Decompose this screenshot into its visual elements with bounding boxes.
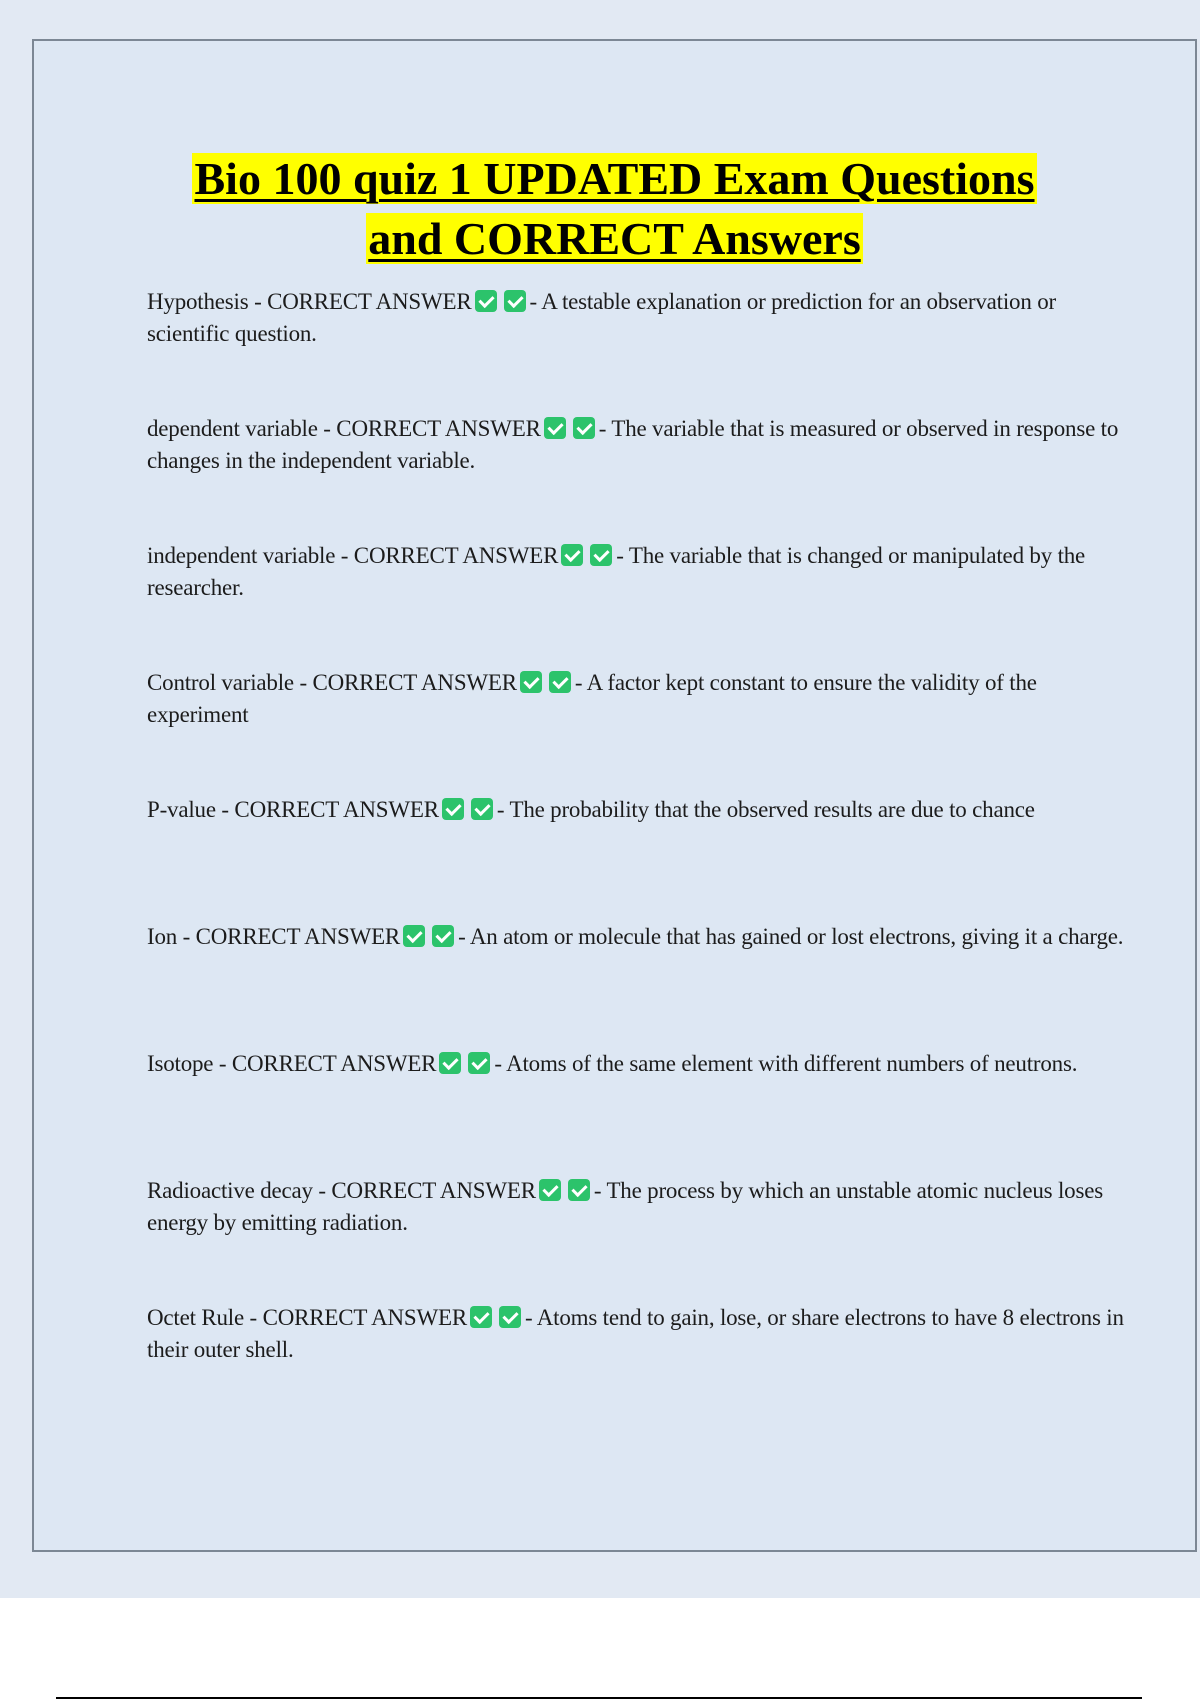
- entry-definition: Atoms tend to gain, lose, or share electrons to have 8 electrons in their outer shell.: [147, 1305, 1124, 1362]
- entry-marker: CORRECT ANSWER: [331, 1178, 536, 1203]
- qa-entry: Radioactive decay - CORRECT ANSWER - The process by which an unstable atomic nucleus loses energy by emitting radiation.: [147, 1178, 1103, 1235]
- check-box-icon: [590, 544, 612, 566]
- check-box-icon: [471, 798, 493, 820]
- check-box-icon: [403, 925, 425, 947]
- entry-marker: CORRECT ANSWER: [312, 670, 517, 695]
- check-box-icon: [475, 290, 497, 312]
- entry-term: Control variable: [147, 670, 294, 695]
- entry-term: Radioactive decay: [147, 1178, 313, 1203]
- qa-entry: Ion - CORRECT ANSWER - An atom or molecule that has gained or lost electrons, giving it a charge.: [147, 924, 1124, 949]
- entry-marker: CORRECT ANSWER: [353, 543, 559, 568]
- qa-entry: dependent variable - CORRECT ANSWER - The variable that is measured or observed in response to changes in the independent variable.: [147, 416, 1119, 473]
- qa-entry: Isotope - CORRECT ANSWER - Atoms of the same element with different numbers of neutrons.: [147, 1051, 1078, 1076]
- check-box-icon: [568, 1179, 590, 1201]
- check-box-icon: [549, 671, 571, 693]
- check-box-icon: [504, 290, 526, 312]
- check-box-icon: [573, 417, 595, 439]
- entry-term: dependent variable: [147, 416, 318, 441]
- qa-entry: Control variable - CORRECT ANSWER - A factor kept constant to ensure the validity of the experiment: [147, 670, 1037, 727]
- entry-definition: The variable that is changed or manipulated by the researcher.: [147, 543, 1086, 600]
- entry-term: Ion: [147, 924, 178, 949]
- entry-term: Octet Rule: [147, 1305, 244, 1330]
- entry-marker: CORRECT ANSWER: [195, 924, 401, 949]
- qa-list: [147, 286, 1127, 1429]
- qa-entry: independent variable - CORRECT ANSWER - The variable that is changed or manipulated by the researcher.: [147, 543, 1086, 600]
- title-line-1: Bio 100 quiz 1 UPDATED Exam Questions: [194, 153, 1035, 204]
- check-box-icon: [432, 925, 454, 947]
- title-line-2: and CORRECT Answers: [368, 213, 861, 264]
- check-box-icon: [439, 1052, 461, 1074]
- entry-definition: The variable that is measured or observed in response to changes in the independent variable.: [147, 416, 1119, 473]
- entry-term: independent variable: [147, 543, 336, 568]
- check-box-icon: [470, 1306, 492, 1328]
- entry-definition: A testable explanation or prediction for an observation or scientific question.: [147, 289, 1056, 346]
- entry-term: Isotope: [147, 1051, 214, 1076]
- entry-term: P-value: [147, 797, 216, 822]
- qa-entry: P-value - CORRECT ANSWER - The probability that the observed results are due to chance: [147, 797, 1035, 822]
- entry-marker: CORRECT ANSWER: [262, 1305, 468, 1330]
- entry-definition: An atom or molecule that has gained or lost electrons, giving it a charge.: [469, 924, 1124, 949]
- entry-marker: CORRECT ANSWER: [336, 416, 541, 441]
- qa-entry: Octet Rule - CORRECT ANSWER - Atoms tend to gain, lose, or share electrons to have 8 electrons in their outer shell.: [147, 1305, 1124, 1362]
- check-box-icon: [499, 1306, 521, 1328]
- document-page: [32, 39, 1197, 1552]
- check-box-icon: [468, 1052, 490, 1074]
- entry-definition: Atoms of the same element with different numbers of neutrons.: [506, 1051, 1078, 1076]
- entry-definition: The probability that the observed results are due to chance: [509, 797, 1035, 822]
- entry-definition: The process by which an unstable atomic nucleus loses energy by emitting radiation.: [147, 1178, 1103, 1235]
- qa-entry: Hypothesis - CORRECT ANSWER - A testable explanation or prediction for an observation or scientific question.: [147, 289, 1056, 346]
- check-box-icon: [520, 671, 542, 693]
- entry-marker: CORRECT ANSWER: [231, 1051, 437, 1076]
- check-box-icon: [442, 798, 464, 820]
- entry-term: Hypothesis: [147, 289, 249, 314]
- check-box-icon: [561, 544, 583, 566]
- document-title: [34, 149, 1195, 269]
- check-box-icon: [539, 1179, 561, 1201]
- entry-definition: A factor kept constant to ensure the validity of the experiment: [147, 670, 1037, 727]
- check-box-icon: [544, 417, 566, 439]
- footer-rule: [56, 1697, 1142, 1699]
- entry-marker: CORRECT ANSWER: [234, 797, 439, 822]
- entry-marker: CORRECT ANSWER: [267, 289, 472, 314]
